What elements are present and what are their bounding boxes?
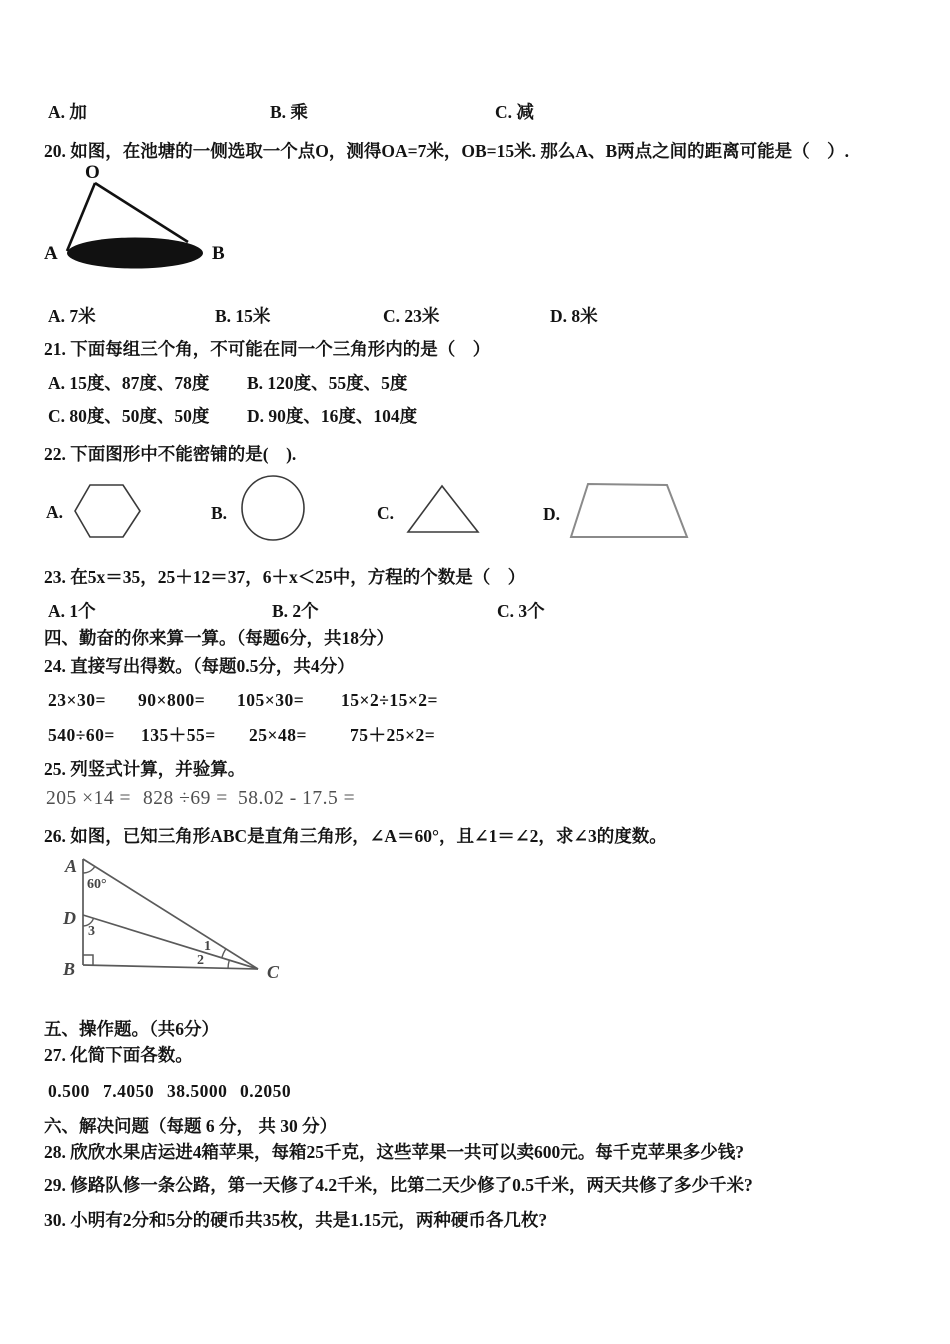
trapezoid-shape: [571, 484, 687, 537]
q21-option-d: D. 90度、16度、104度: [247, 406, 418, 426]
q20-option-b: B. 15米: [215, 306, 271, 326]
q20-pond-figure: [40, 160, 240, 282]
line-OB: [95, 183, 188, 242]
q25-text: 25. 列竖式计算，并验算。: [44, 759, 246, 779]
q26-triangle-figure: [60, 850, 305, 990]
pond-label-o: O: [85, 162, 100, 183]
q24-expr-5: 540÷60=: [48, 725, 115, 745]
q27-number-3: 38.5000: [167, 1081, 228, 1101]
q28-text: 28. 欣欣水果店运进4箱苹果，每箱25千克，这些苹果一共可以卖600元。每千克苹果多少钱?: [44, 1142, 744, 1162]
q26-text: 26. 如图，已知三角形ABC是直角三角形，∠A＝60°，且∠1＝∠2，求∠3的度数。: [44, 826, 667, 846]
section4-heading: 四、勤奋的你来算一算。（每题6分，共18分）: [44, 628, 394, 648]
triangle-label-b: B: [63, 959, 76, 979]
q21-option-a: A. 15度、87度、78度: [48, 373, 210, 393]
side-AC: [83, 859, 258, 969]
q19-option-b: B. 乘: [270, 102, 308, 122]
q21-option-c: C. 80度、50度、50度: [48, 406, 210, 426]
q24-expr-6: 135＋55=: [141, 725, 216, 745]
line-OA: [67, 183, 95, 251]
q27-number-1: 0.500: [48, 1081, 90, 1101]
angle-label-1: 1: [204, 939, 211, 954]
q24-expr-2: 90×800=: [138, 690, 206, 710]
circle-shape: [242, 476, 304, 540]
q24-expr-3: 105×30=: [237, 690, 305, 710]
angle-label-2: 2: [197, 953, 204, 968]
q27-text: 27. 化简下面各数。: [44, 1045, 193, 1065]
section5-heading: 五、操作题。（共6分）: [44, 1019, 219, 1039]
pond-label-a: A: [44, 243, 58, 264]
q20-option-d: D. 8米: [550, 306, 598, 326]
hexagon-shape: [75, 485, 140, 537]
triangle-label-d: D: [63, 908, 76, 928]
pond-ellipse: [67, 238, 203, 269]
q25-expr-3: 58.02 - 17.5 =: [238, 788, 356, 809]
angle-arc-a: [83, 866, 95, 873]
section6-heading: 六、解决问题（每题 6 分， 共 30 分）: [44, 1116, 338, 1136]
q19-option-c: C. 减: [495, 102, 534, 122]
q21-text: 21. 下面每组三个角，不可能在同一个三角形内的是（ ）: [44, 339, 491, 359]
q23-option-a: A. 1个: [48, 601, 96, 621]
q23-option-b: B. 2个: [272, 601, 319, 621]
q25-expr-1: 205 ×14 =: [46, 788, 131, 809]
side-BC: [83, 965, 258, 969]
q21-option-b: B. 120度、55度、5度: [247, 373, 408, 393]
angle-label-60: 60°: [87, 877, 107, 892]
q22-option-label-b: B.: [211, 503, 228, 523]
q29-text: 29. 修路队修一条公路，第一天修了4.2千米，比第二天少修了0.5千米，两天共修了多少千米?: [44, 1175, 753, 1195]
triangle-label-a: A: [65, 856, 78, 876]
triangle-label-c: C: [267, 962, 280, 982]
q20-text: 20. 如图，在池塘的一侧选取一个点O，测得OA=7米，OB=15米. 那么A、B两点之间的距离可能是（ ）.: [44, 141, 850, 161]
q20-option-a: A. 7米: [48, 306, 96, 326]
angle-arc-2: [228, 960, 229, 968]
q23-text: 23. 在5x＝35，25＋12＝37，6＋x＜25中，方程的个数是（ ）: [44, 567, 526, 587]
q22-option-label-c: C.: [377, 503, 395, 523]
segment-DC: [83, 915, 258, 969]
q22-shapes-figure: [0, 472, 950, 550]
q24-text: 24. 直接写出得数。（每题0.5分，共4分）: [44, 656, 355, 676]
q27-number-4: 0.2050: [240, 1081, 292, 1101]
q22-text: 22. 下面图形中不能密铺的是( ).: [44, 444, 297, 464]
q23-option-c: C. 3个: [497, 601, 545, 621]
right-angle-mark-b: [83, 955, 93, 965]
q24-expr-1: 23×30=: [48, 690, 106, 710]
q22-option-label-a: A.: [46, 502, 64, 522]
angle-label-3: 3: [88, 924, 95, 939]
angle-arc-1: [222, 949, 226, 958]
triangle-shape: [408, 486, 478, 532]
q25-expr-2: 828 ÷69 =: [143, 788, 228, 809]
pond-label-b: B: [212, 243, 225, 264]
q19-option-a: A. 加: [48, 102, 87, 122]
q20-option-c: C. 23米: [383, 306, 440, 326]
q22-option-label-d: D.: [543, 504, 561, 524]
q24-expr-8: 75＋25×2=: [350, 725, 436, 745]
q27-number-2: 7.4050: [103, 1081, 155, 1101]
q24-expr-7: 25×48=: [249, 725, 307, 745]
q24-expr-4: 15×2÷15×2=: [341, 690, 439, 710]
q30-text: 30. 小明有2分和5分的硬币共35枚，共是1.15元，两种硬币各几枚?: [44, 1210, 548, 1230]
